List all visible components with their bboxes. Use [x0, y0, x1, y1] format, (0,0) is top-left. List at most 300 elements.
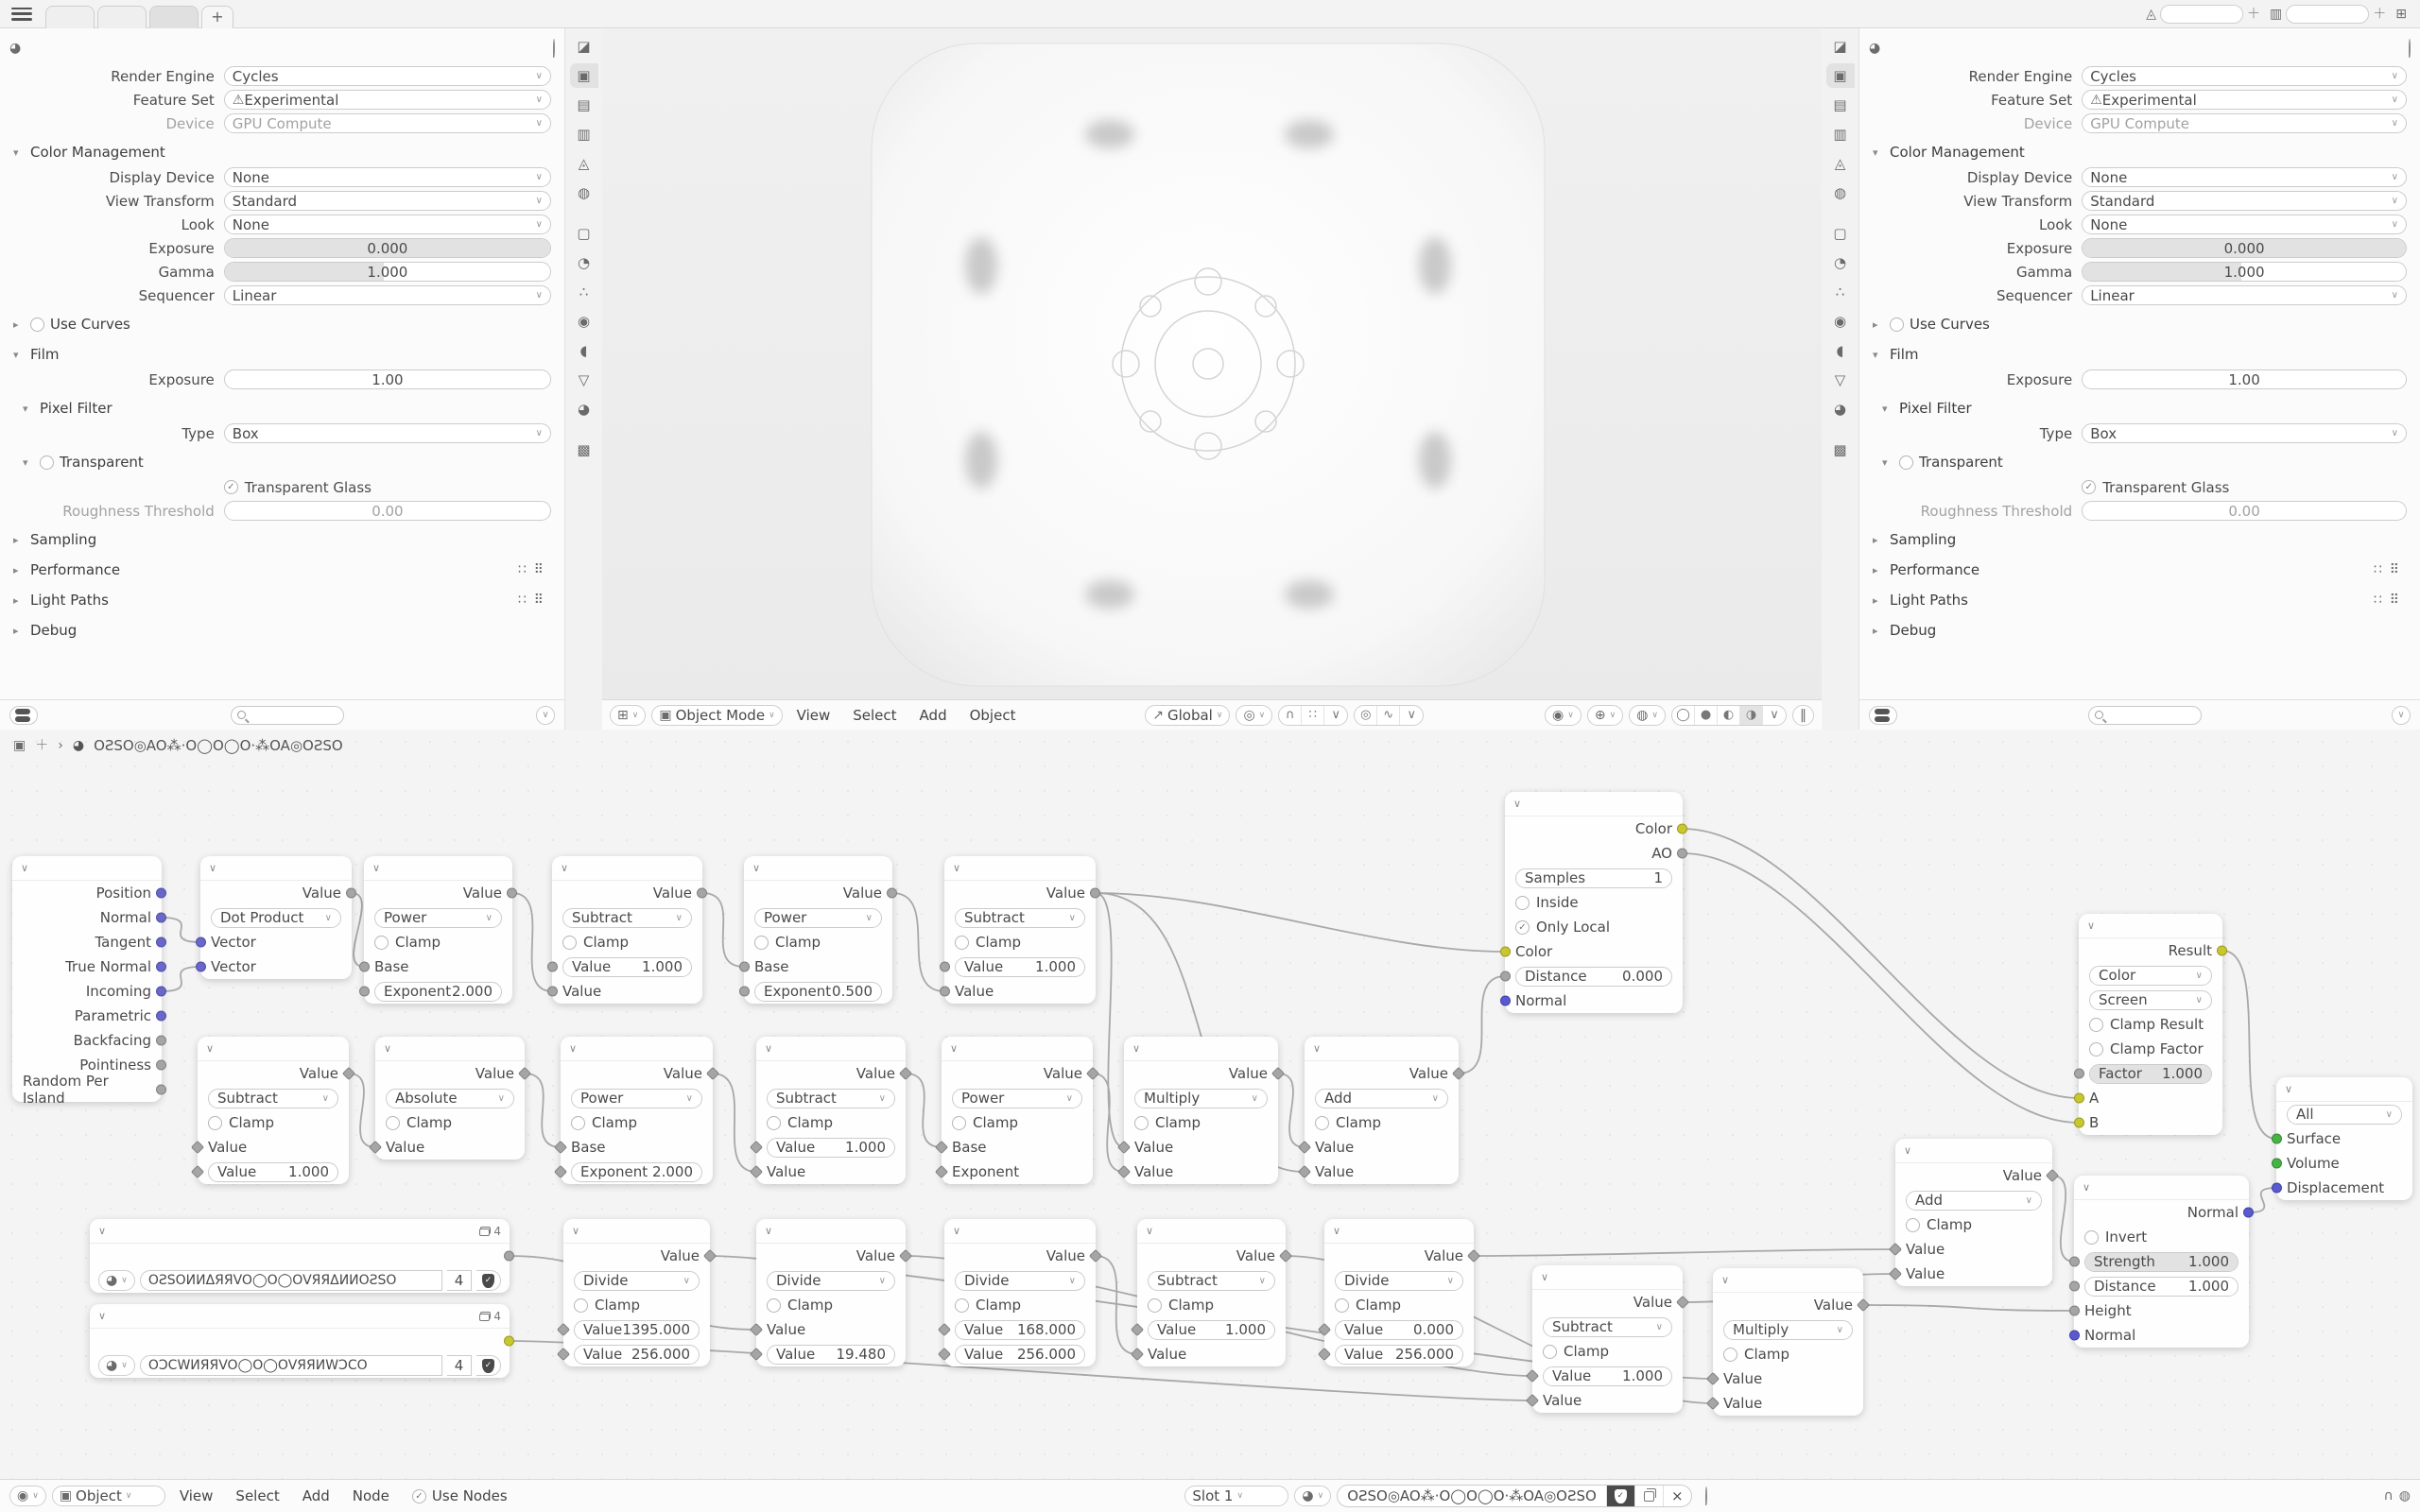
- value-field[interactable]: [374, 982, 502, 1002]
- value-field[interactable]: [2084, 1252, 2238, 1272]
- shading-rendered-icon[interactable]: ◑: [1740, 706, 1763, 725]
- checkbox-clamp[interactable]: [767, 1116, 781, 1130]
- new-datablock-icon[interactable]: ＋: [2373, 6, 2387, 22]
- operation-dropdown[interactable]: [2287, 1105, 2402, 1125]
- operation-dropdown[interactable]: [574, 1271, 700, 1291]
- output-socket[interactable]: [1677, 824, 1687, 834]
- expander-icon[interactable]: ▾: [13, 348, 19, 361]
- datablock-name-field[interactable]: OƧSOИИΔЯЯVO◯O◯OVЯЯΔИИOƧSO: [140, 1270, 442, 1291]
- node-header[interactable]: [375, 1037, 525, 1061]
- users-count-button[interactable]: 4: [447, 1270, 472, 1291]
- checkbox-clamp[interactable]: [574, 1298, 588, 1313]
- material-browse-dropdown[interactable]: [98, 1355, 135, 1376]
- node-header[interactable]: [563, 1219, 710, 1244]
- dropdown-look[interactable]: [224, 215, 551, 234]
- node-header[interactable]: [2079, 914, 2222, 938]
- collapse-icon[interactable]: ∨: [206, 1042, 215, 1055]
- section-checkbox[interactable]: [30, 318, 44, 332]
- expander-icon[interactable]: ▸: [1873, 593, 1878, 607]
- node-header[interactable]: [944, 856, 1096, 881]
- operation-dropdown[interactable]: [955, 1271, 1085, 1291]
- collapse-icon[interactable]: ∨: [765, 1225, 773, 1237]
- checkbox-only-local[interactable]: [1515, 920, 1530, 935]
- users-count-button[interactable]: 4: [447, 1355, 472, 1376]
- collapse-icon[interactable]: ∨: [1333, 1225, 1341, 1237]
- section-checkbox[interactable]: [40, 455, 54, 470]
- panel-options-button[interactable]: ∨: [2392, 706, 2411, 725]
- checkbox-transparent-glass[interactable]: [2082, 480, 2096, 494]
- node-math-divide-4[interactable]: [1324, 1219, 1474, 1366]
- operation-dropdown[interactable]: [374, 908, 502, 928]
- collapse-icon[interactable]: ∨: [950, 1042, 959, 1055]
- snap-target-icon[interactable]: ∷: [1302, 706, 1324, 725]
- operation-dropdown[interactable]: [1543, 1317, 1672, 1337]
- node-math-multiply-2[interactable]: [1713, 1268, 1863, 1416]
- expander-icon[interactable]: ▾: [1873, 146, 1878, 159]
- collapse-icon[interactable]: ∨: [2285, 1083, 2293, 1095]
- output-socket[interactable]: [156, 888, 166, 899]
- input-socket[interactable]: [2074, 1093, 2084, 1104]
- input-exposure[interactable]: [2082, 238, 2407, 258]
- node-math-subtract-6[interactable]: [1532, 1265, 1683, 1413]
- value-field[interactable]: [955, 1345, 1085, 1365]
- slot-dropdown[interactable]: [1184, 1486, 1288, 1506]
- collapse-icon[interactable]: ∨: [765, 1042, 773, 1055]
- viewport-3d[interactable]: [602, 28, 1822, 730]
- node-math-power-2[interactable]: [744, 856, 892, 1004]
- preset-list-icon[interactable]: ∷: [2373, 562, 2382, 577]
- fake-user-toggle[interactable]: [1606, 1486, 1634, 1506]
- operation-dropdown[interactable]: [1723, 1320, 1853, 1340]
- drag-dots-icon[interactable]: ⠿: [533, 593, 544, 608]
- tab-output[interactable]: ▤: [1833, 96, 1847, 113]
- use-nodes-toggle[interactable]: [404, 1487, 516, 1504]
- collapse-icon[interactable]: ∨: [953, 862, 961, 874]
- output-socket[interactable]: [504, 1336, 514, 1347]
- input-socket[interactable]: [2272, 1134, 2282, 1144]
- editor-type-button[interactable]: [1869, 706, 1897, 725]
- node-bump[interactable]: [2074, 1176, 2249, 1348]
- node-header[interactable]: [944, 1219, 1096, 1244]
- operation-dropdown[interactable]: [386, 1089, 514, 1108]
- drag-dots-icon[interactable]: ⠿: [533, 562, 544, 577]
- workspace-tab[interactable]: [149, 6, 199, 28]
- input-socket[interactable]: [359, 987, 370, 997]
- visibility-dropdown[interactable]: [1545, 705, 1582, 726]
- node-math-subtract-4[interactable]: [756, 1037, 906, 1184]
- preset-list-icon[interactable]: ∷: [517, 562, 527, 577]
- input-socket[interactable]: [547, 987, 558, 997]
- value-field[interactable]: [574, 1320, 700, 1340]
- shading-solid-icon[interactable]: ●: [1695, 706, 1718, 725]
- node-header[interactable]: [1895, 1139, 2052, 1163]
- collapse-icon[interactable]: ∨: [1313, 1042, 1322, 1055]
- output-socket[interactable]: [697, 888, 707, 899]
- tab-object[interactable]: ▢: [577, 225, 591, 242]
- collapse-icon[interactable]: ∨: [572, 1225, 580, 1237]
- tab-modifiers[interactable]: ◔: [577, 254, 591, 271]
- node-header[interactable]: [364, 856, 512, 881]
- node-header[interactable]: [744, 856, 892, 881]
- expander-icon[interactable]: ▾: [1873, 348, 1878, 361]
- collapse-icon[interactable]: ∨: [953, 1225, 961, 1237]
- tab-view-layer[interactable]: ▥: [577, 126, 591, 143]
- operation-dropdown[interactable]: [754, 908, 882, 928]
- section-use-curves[interactable]: [6, 311, 551, 337]
- collapse-icon[interactable]: ∨: [569, 1042, 578, 1055]
- collapse-icon[interactable]: ∨: [752, 862, 761, 874]
- node-math-subtract-1[interactable]: [552, 856, 702, 1004]
- preset-list-icon[interactable]: ∷: [2373, 593, 2382, 608]
- menu-select[interactable]: Select: [853, 706, 897, 724]
- dropdown-view-transform[interactable]: [2082, 191, 2407, 211]
- dropdown-feature-set[interactable]: [224, 90, 551, 110]
- input-socket[interactable]: [739, 962, 750, 972]
- material-browse-dropdown[interactable]: [1294, 1486, 1331, 1506]
- new-workspace-tab[interactable]: +: [201, 6, 233, 28]
- output-socket[interactable]: [156, 1060, 166, 1071]
- node-header[interactable]: [90, 1304, 510, 1329]
- section-film[interactable]: [6, 341, 551, 368]
- chevron-down-icon[interactable]: ∨: [1407, 708, 1416, 722]
- section-debug[interactable]: [1865, 617, 2407, 644]
- section-color-management[interactable]: [1865, 139, 2407, 165]
- chevron-down-icon[interactable]: ∨: [1770, 708, 1779, 722]
- input-socket[interactable]: [1500, 996, 1511, 1006]
- menu-view[interactable]: View: [179, 1487, 214, 1504]
- value-field[interactable]: [1543, 1366, 1672, 1386]
- collapse-icon[interactable]: ∨: [384, 1042, 392, 1055]
- output-socket[interactable]: [887, 888, 897, 899]
- section-use-curves[interactable]: [1865, 311, 2407, 337]
- input-roughness-threshold[interactable]: [224, 501, 551, 521]
- input-socket[interactable]: [196, 962, 206, 972]
- pivot-dropdown[interactable]: [1236, 705, 1272, 726]
- node-image-texture-1[interactable]: [90, 1219, 510, 1293]
- menu-select[interactable]: Select: [235, 1487, 280, 1504]
- expander-icon[interactable]: ▾: [1882, 402, 1888, 415]
- expander-icon[interactable]: ▸: [13, 624, 19, 637]
- editor-type-dropdown[interactable]: [610, 705, 646, 726]
- operation-dropdown[interactable]: [208, 1089, 338, 1108]
- operation-dropdown[interactable]: [2089, 966, 2212, 986]
- input-gamma[interactable]: [2082, 262, 2407, 282]
- input-socket[interactable]: [547, 962, 558, 972]
- tab-constraints[interactable]: ◖: [579, 342, 588, 359]
- panel-options-button[interactable]: ∨: [536, 706, 555, 725]
- checkbox-clamp[interactable]: [754, 936, 769, 950]
- output-socket[interactable]: [346, 888, 356, 899]
- tab-tool[interactable]: ◪: [577, 38, 591, 55]
- section-transparent[interactable]: [1865, 449, 2407, 475]
- tab-object-data[interactable]: ▽: [1834, 371, 1846, 388]
- expander-icon[interactable]: ▾: [23, 402, 28, 415]
- input-exposure[interactable]: [224, 369, 551, 389]
- input-socket[interactable]: [739, 987, 750, 997]
- input-socket[interactable]: [196, 937, 206, 948]
- section-light-paths[interactable]: [6, 587, 551, 613]
- collapse-icon[interactable]: ∨: [561, 862, 569, 874]
- collapse-icon[interactable]: ∨: [1146, 1225, 1154, 1237]
- dropdown-sequencer[interactable]: [224, 285, 551, 305]
- node-math-add-1[interactable]: [1305, 1037, 1459, 1184]
- node-header[interactable]: [756, 1037, 906, 1061]
- operation-dropdown[interactable]: [1148, 1271, 1275, 1291]
- operation-dropdown[interactable]: [2089, 990, 2212, 1010]
- snap-icon[interactable]: ∩: [2383, 1488, 2394, 1503]
- node-header[interactable]: [1324, 1219, 1474, 1244]
- collapse-icon[interactable]: ∨: [209, 862, 217, 874]
- workspace-tab[interactable]: [45, 6, 95, 28]
- value-field[interactable]: [955, 1320, 1085, 1340]
- value-field[interactable]: [1335, 1345, 1463, 1365]
- output-socket[interactable]: [156, 1036, 166, 1046]
- checkbox-clamp[interactable]: [1906, 1218, 1920, 1232]
- dropdown-type[interactable]: [2082, 423, 2407, 443]
- copy-material-button[interactable]: [1634, 1486, 1663, 1506]
- value-field[interactable]: [767, 1138, 895, 1158]
- output-socket[interactable]: [507, 888, 517, 899]
- input-socket[interactable]: [2069, 1306, 2080, 1316]
- checkbox-inside[interactable]: [1515, 896, 1530, 910]
- tab-scene[interactable]: ◬: [1834, 155, 1846, 172]
- chevron-down-icon[interactable]: ∨: [1331, 708, 1340, 722]
- pin-icon[interactable]: [2409, 40, 2411, 57]
- tab-texture[interactable]: ▩: [577, 441, 591, 458]
- output-socket[interactable]: [156, 987, 166, 997]
- operation-dropdown[interactable]: [767, 1089, 895, 1108]
- node-math-subtract-5[interactable]: [1137, 1219, 1286, 1366]
- dropdown-look[interactable]: [2082, 215, 2407, 234]
- node-header[interactable]: [1505, 792, 1683, 816]
- dropdown-render-engine[interactable]: [2082, 66, 2407, 86]
- expander-icon[interactable]: ▸: [13, 563, 19, 576]
- node-header[interactable]: [1137, 1219, 1286, 1244]
- overlays-dropdown[interactable]: [1629, 705, 1666, 726]
- checkbox-clamp-result[interactable]: [2089, 1018, 2103, 1032]
- dropdown-device[interactable]: [2082, 113, 2407, 133]
- checkbox-clamp-factor[interactable]: [2089, 1042, 2103, 1057]
- operation-dropdown[interactable]: [952, 1089, 1082, 1108]
- tab-constraints[interactable]: ◖: [1836, 342, 1844, 359]
- value-field[interactable]: [767, 1345, 895, 1365]
- node-math-subtract-3[interactable]: [198, 1037, 349, 1184]
- input-socket[interactable]: [359, 962, 370, 972]
- section-checkbox[interactable]: [1899, 455, 1913, 470]
- window-icon[interactable]: ⊞: [2395, 6, 2407, 22]
- node-math-dot-product[interactable]: [200, 856, 352, 979]
- fake-user-toggle[interactable]: [476, 1270, 501, 1291]
- pin-icon[interactable]: [1705, 1487, 1707, 1504]
- checkbox-clamp[interactable]: [1148, 1298, 1162, 1313]
- value-field[interactable]: [955, 957, 1085, 977]
- search-input[interactable]: [231, 706, 344, 725]
- node-geometry[interactable]: [12, 856, 162, 1107]
- expander-icon[interactable]: ▸: [13, 593, 19, 607]
- operation-dropdown[interactable]: [211, 908, 341, 928]
- use-nodes-checkbox[interactable]: [412, 1489, 426, 1503]
- tab-material[interactable]: ◕: [577, 401, 591, 418]
- collapse-icon[interactable]: ∨: [21, 862, 29, 874]
- operation-dropdown[interactable]: [1134, 1089, 1268, 1108]
- tab-output[interactable]: ▤: [577, 96, 591, 113]
- pin-icon[interactable]: [553, 40, 555, 57]
- input-socket[interactable]: [1500, 971, 1511, 982]
- editor-type-dropdown[interactable]: [9, 1486, 46, 1506]
- fake-user-toggle[interactable]: [476, 1355, 501, 1376]
- tab-object[interactable]: ▢: [1833, 225, 1847, 242]
- section-light-paths[interactable]: [1865, 587, 2407, 613]
- expander-icon[interactable]: ▸: [13, 533, 19, 546]
- tab-render[interactable]: ▣: [1826, 63, 1855, 88]
- drag-dots-icon[interactable]: ⠿: [2389, 593, 2399, 608]
- node-math-divide-3[interactable]: [944, 1219, 1096, 1366]
- collapse-icon[interactable]: ∨: [1721, 1274, 1730, 1286]
- node-canvas[interactable]: [0, 730, 2420, 1479]
- dropdown-device[interactable]: [224, 113, 551, 133]
- falloff-curve-icon[interactable]: ∿: [1377, 706, 1400, 725]
- node-header[interactable]: [1305, 1037, 1459, 1061]
- expander-icon[interactable]: ▾: [13, 146, 19, 159]
- output-socket[interactable]: [156, 962, 166, 972]
- output-socket[interactable]: [504, 1251, 514, 1262]
- node-math-divide-1[interactable]: [563, 1219, 710, 1366]
- new-datablock-icon[interactable]: ＋: [2247, 6, 2261, 22]
- node-math-subtract-2[interactable]: [944, 856, 1096, 1004]
- checkbox-clamp[interactable]: [571, 1116, 585, 1130]
- expander-icon[interactable]: ▸: [1873, 624, 1878, 637]
- value-field[interactable]: [562, 957, 692, 977]
- expander-icon[interactable]: ▾: [23, 455, 28, 469]
- section-pixel-filter[interactable]: [1865, 395, 2407, 421]
- collapse-icon[interactable]: ∨: [98, 1310, 107, 1322]
- section-performance[interactable]: [6, 557, 551, 583]
- tab-view-layer[interactable]: ▥: [1833, 126, 1847, 143]
- menu-object[interactable]: Object: [969, 706, 1016, 724]
- node-material-output[interactable]: [2276, 1077, 2412, 1200]
- collapse-icon[interactable]: ∨: [1132, 1042, 1141, 1055]
- node-math-divide-2[interactable]: [756, 1219, 906, 1366]
- section-sampling[interactable]: [1865, 526, 2407, 553]
- node-header[interactable]: [198, 1037, 349, 1061]
- checkbox-invert[interactable]: [2084, 1230, 2099, 1245]
- proportional-edit-icon[interactable]: ◎: [1355, 706, 1377, 725]
- dropdown-display-device[interactable]: [2082, 167, 2407, 187]
- section-color-management[interactable]: [6, 139, 551, 165]
- datablock-name-field[interactable]: OƆCWИЯЯVO◯O◯OVЯЯИWƆCO: [140, 1355, 442, 1376]
- tab-material[interactable]: ◕: [1833, 401, 1847, 418]
- tab-object-data[interactable]: ▽: [578, 371, 590, 388]
- input-gamma[interactable]: [224, 262, 551, 282]
- dropdown-display-device[interactable]: [224, 167, 551, 187]
- collapse-icon[interactable]: ∨: [1513, 798, 1522, 810]
- material-name-field[interactable]: OƧSO◎AO⁂·O◯O◯O·⁂OA◎OƧSO: [1347, 1487, 1597, 1504]
- collapse-icon[interactable]: ∨: [2087, 919, 2096, 932]
- node-math-power-4[interactable]: [942, 1037, 1093, 1184]
- node-header[interactable]: [1532, 1265, 1683, 1290]
- checkbox-clamp[interactable]: [1315, 1116, 1329, 1130]
- output-socket[interactable]: [2217, 946, 2227, 956]
- menu-node[interactable]: Node: [352, 1487, 389, 1504]
- expander-icon[interactable]: ▾: [1882, 455, 1888, 469]
- section-sampling[interactable]: [6, 526, 551, 553]
- scene-name-field[interactable]: [2160, 5, 2243, 24]
- tab-texture[interactable]: ▩: [1833, 441, 1847, 458]
- checkbox-clamp[interactable]: [1134, 1116, 1149, 1130]
- input-socket[interactable]: [2069, 1331, 2080, 1341]
- viewport-canvas[interactable]: [602, 28, 1822, 699]
- expander-icon[interactable]: ▸: [13, 318, 19, 331]
- output-socket[interactable]: [1677, 849, 1687, 859]
- search-input[interactable]: [2088, 706, 2202, 725]
- gizmo-dropdown[interactable]: [1587, 705, 1623, 726]
- editor-type-button[interactable]: [9, 706, 38, 725]
- output-socket[interactable]: [2243, 1208, 2254, 1218]
- input-exposure[interactable]: [2082, 369, 2407, 389]
- drag-dots-icon[interactable]: ⠿: [2389, 562, 2399, 577]
- tab-tool[interactable]: ◪: [1833, 38, 1847, 55]
- node-header[interactable]: [561, 1037, 713, 1061]
- node-header[interactable]: [942, 1037, 1093, 1061]
- node-header[interactable]: [12, 856, 162, 881]
- value-field[interactable]: [208, 1162, 338, 1182]
- checkbox-clamp[interactable]: [562, 936, 577, 950]
- section-film[interactable]: [1865, 341, 2407, 368]
- overlays-icon[interactable]: ◍: [2398, 1488, 2411, 1503]
- mode-dropdown[interactable]: [651, 705, 782, 726]
- node-header[interactable]: [1124, 1037, 1278, 1061]
- tab-particles[interactable]: ∴: [579, 284, 589, 301]
- unlink-material-button[interactable]: ×: [1663, 1486, 1691, 1506]
- shader-node-editor[interactable]: [0, 730, 2420, 1512]
- output-socket[interactable]: [156, 913, 166, 923]
- menu-view[interactable]: View: [796, 706, 831, 724]
- input-socket[interactable]: [2272, 1183, 2282, 1194]
- value-field[interactable]: [754, 982, 882, 1002]
- operation-dropdown[interactable]: [1335, 1271, 1463, 1291]
- node-math-absolute[interactable]: [375, 1037, 525, 1160]
- snap-magnet-icon[interactable]: ∩: [1279, 706, 1302, 725]
- value-field[interactable]: [2089, 1064, 2212, 1084]
- tab-modifiers[interactable]: ◔: [1833, 254, 1847, 271]
- section-pixel-filter[interactable]: [6, 395, 551, 421]
- output-socket[interactable]: [1090, 888, 1100, 899]
- section-transparent[interactable]: [6, 449, 551, 475]
- dropdown-type[interactable]: [224, 423, 551, 443]
- tab-physics[interactable]: ◉: [1833, 313, 1847, 330]
- node-math-power-3[interactable]: [561, 1037, 713, 1184]
- operation-dropdown[interactable]: [571, 1089, 702, 1108]
- shading-material-preview-icon[interactable]: ◐: [1718, 706, 1740, 725]
- collapse-icon[interactable]: ∨: [1541, 1271, 1549, 1283]
- node-ambient-occlusion[interactable]: [1505, 792, 1683, 1013]
- operation-dropdown[interactable]: [562, 908, 692, 928]
- workspace-tab[interactable]: [97, 6, 147, 28]
- node-mix-color[interactable]: [2079, 914, 2222, 1135]
- dropdown-view-transform[interactable]: [224, 191, 551, 211]
- input-socket[interactable]: [1500, 947, 1511, 957]
- value-field[interactable]: [574, 1345, 700, 1365]
- preset-list-icon[interactable]: ∷: [517, 593, 527, 608]
- checkbox-clamp[interactable]: [208, 1116, 222, 1130]
- input-socket[interactable]: [2074, 1069, 2084, 1079]
- section-performance[interactable]: [1865, 557, 2407, 583]
- collapse-icon[interactable]: ∨: [372, 862, 381, 874]
- checkbox-clamp[interactable]: [952, 1116, 966, 1130]
- checkbox-clamp[interactable]: [1335, 1298, 1349, 1313]
- node-math-multiply-1[interactable]: [1124, 1037, 1278, 1184]
- tab-world[interactable]: ◍: [1833, 184, 1847, 201]
